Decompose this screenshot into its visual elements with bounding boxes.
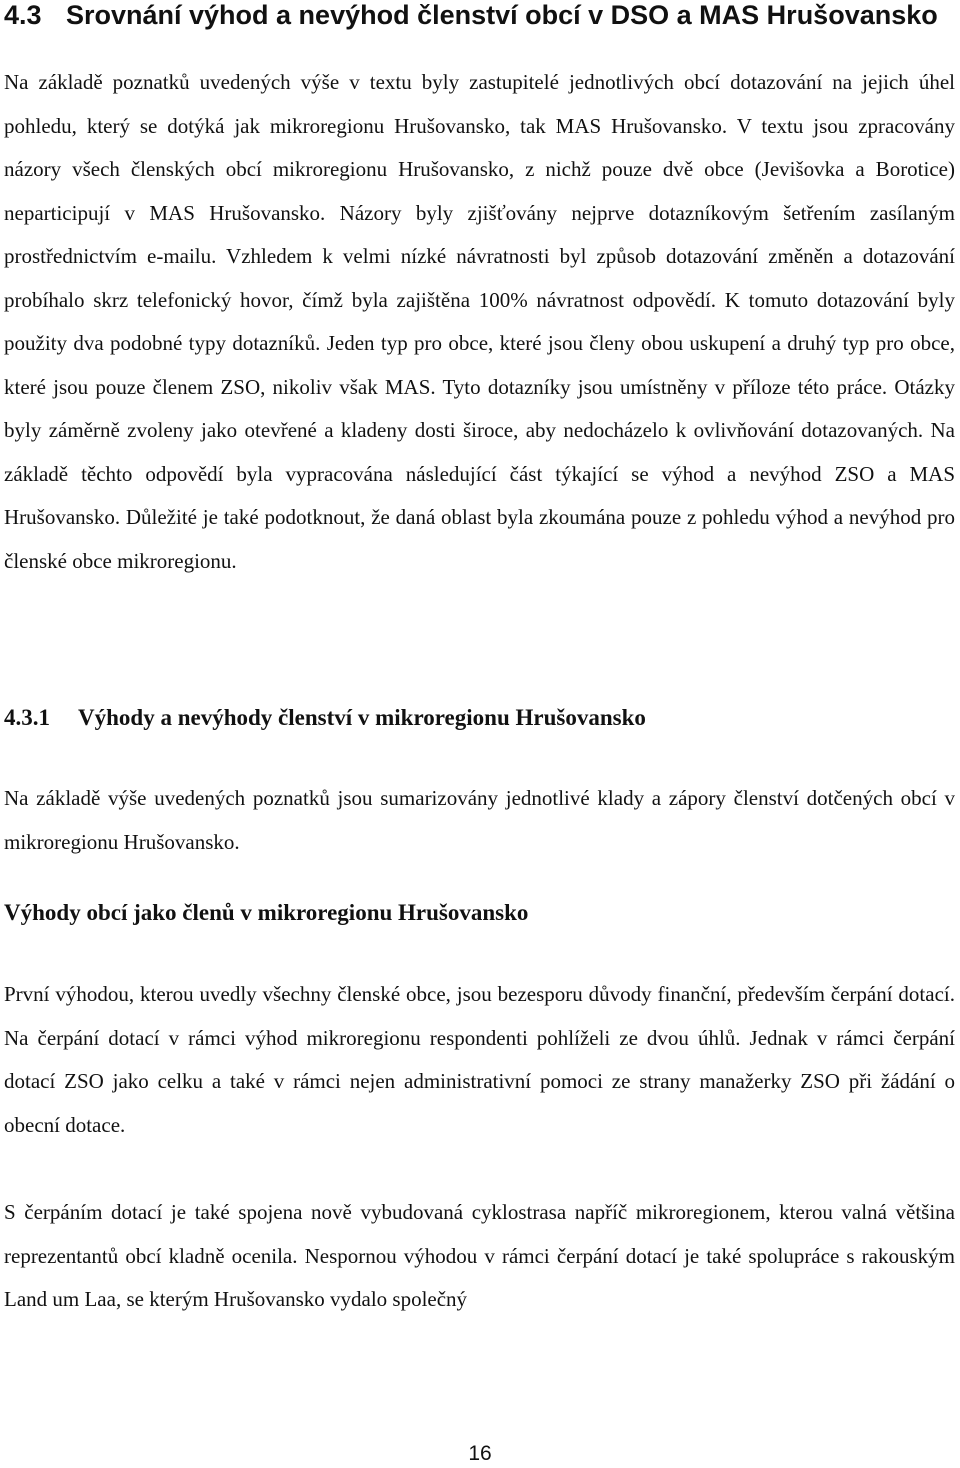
advantages-paragraph-1: První výhodou, kterou uvedly všechny členské obce, jsou bezesporu důvody finanční, především čerpání dotací. Na čerpání dotací v rámci výhod mikroregionu respondenti pohlíželi ze dvou úhlů. Jednak v rámci čerpání dotací ZSO jako celku a také v rámci nejen administrativní pomoci ze strany manažerky ZSO při žádání o obecní dotace. [4,982,955,1137]
section-number: 4.3 [4,0,42,30]
intro-paragraph: Na základě poznatků uvedených výše v textu byly zastupitelé jednotlivých obcí dotazování na jejich úhel pohledu, který se dotýká jak mikroregionu Hrušovansko, tak MAS Hrušovansko. V textu jsou zpracovány názory všech členských obcí mikroregionu Hrušovansko, z nichž pouze dvě obce (Jevišovka a Borotice) neparticipují v MAS Hrušovansko. Názory byly zjišťovány nejprve dotazníkovým šetřením zasílaným prostřednictvím e-mailu. Vzhledem k velmi nízké návratnosti byl způsob dotazování změněn a dotazování probíhalo skrz telefonický hovor, čímž byla zajištěna 100% návratnost odpovědí. K tomuto dotazování byly použity dva podobné typy dotazníků. Jeden typ pro obce, které jsou členy obou uskupení a druhý typ pro obce, které jsou pouze členem ZSO, nikoliv však MAS. Tyto dotazníky jsou umístněny v příloze této práce. Otázky byly záměrně zvoleny jako otevřené a kladeny dosti široce, aby nedocházelo k ovlivňování dotazovaných. Na základě těchto odpovědí byla vypracována následující část týkající se výhod a nevýhod ZSO a MAS Hrušovansko. Důležité je také podotknout, že daná oblast byla zkoumána pouze z pohledu výhod a nevýhod pro členské obce mikroregionu. [4,70,955,573]
advantages-heading: Výhody obcí jako členů v mikroregionu Hrušovansko [4,900,529,925]
section-heading [4,0,938,30]
subsection-heading [4,704,646,732]
section-title: Srovnání výhod a nevýhod členství obcí v DSO a MAS Hrušovansko [66,0,938,30]
page-number: 16 [468,1442,492,1465]
subsection-paragraph: Na základě výše uvedených poznatků jsou sumarizovány jednotlivé klady a zápory členství dotčených obcí v mikroregionu Hrušovansko. [4,786,955,854]
subsection-title: Výhody a nevýhody členství v mikroregionu Hrušovansko [78,705,646,730]
advantages-paragraph-2: S čerpáním dotací je také spojena nově vybudovaná cyklostrasa napříč mikroregionem, kterou valná většina reprezentantů obcí kladně ocenila. Nespornou výhodou v rámci čerpání dotací je také spolupráce s rakouským Land um Laa, se kterým Hrušovansko vydalo společný [4,1200,955,1311]
subsection-number: 4.3.1 [4,705,50,730]
